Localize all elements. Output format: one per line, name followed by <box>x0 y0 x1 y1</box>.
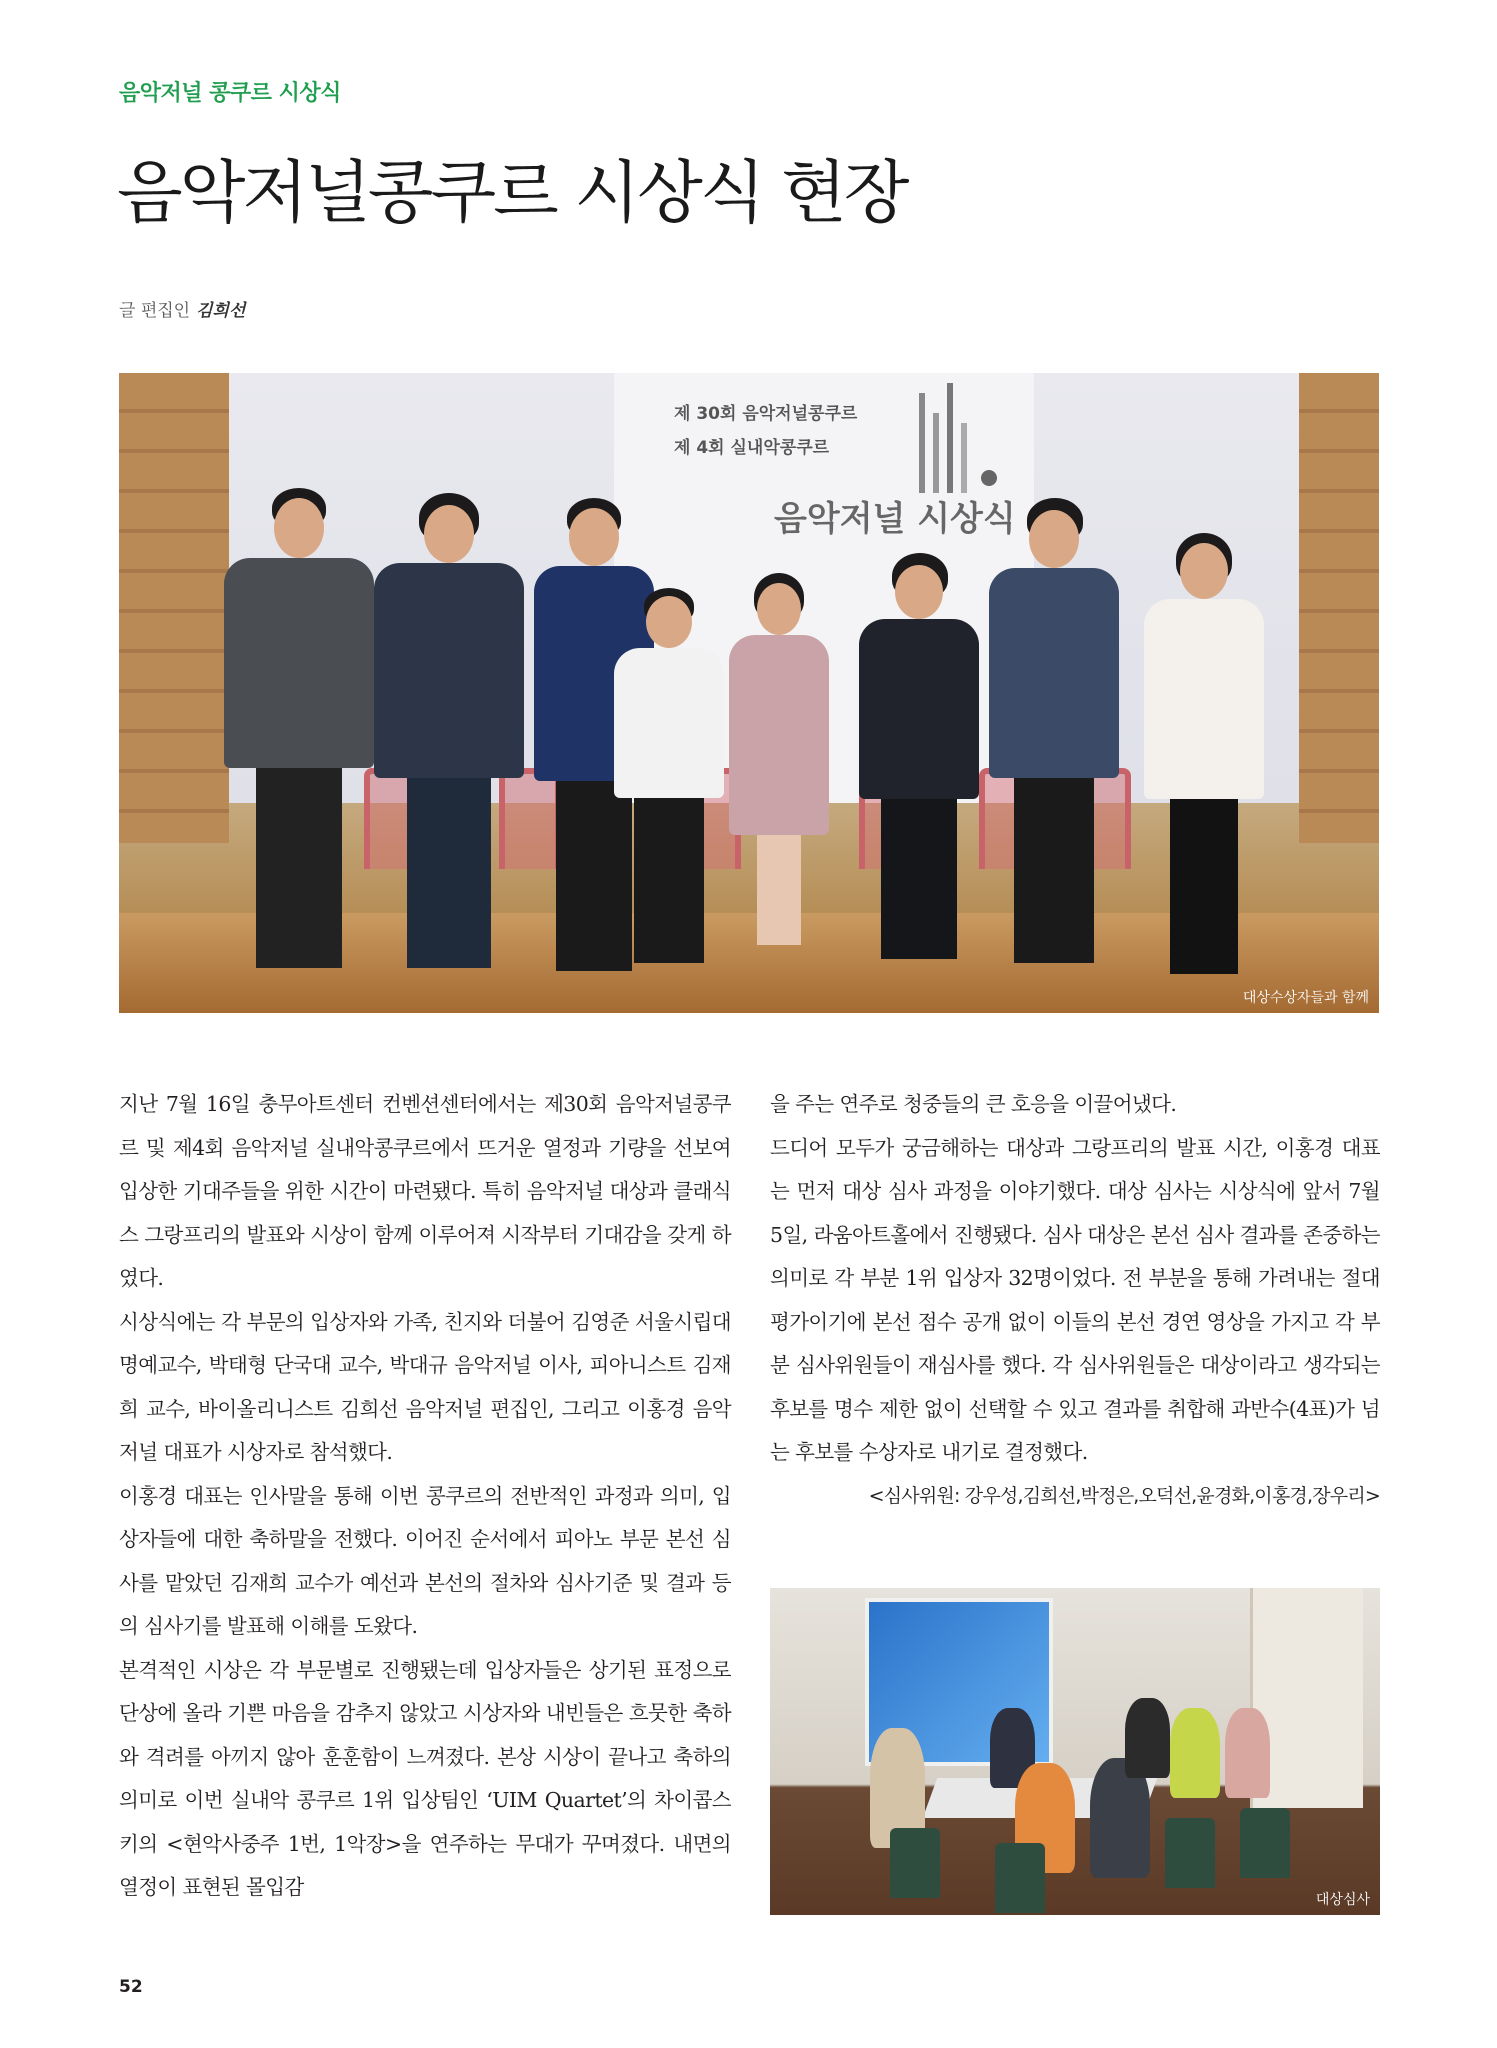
paragraph: 을 주는 연주로 청중들의 큰 호응을 이끌어냈다. <box>770 1092 1177 1116</box>
wall-panel-right <box>1299 373 1379 843</box>
screen-line-1: 제 30회 음악저널콩쿠르 <box>674 404 858 424</box>
person-8 <box>1144 533 1264 978</box>
page-title: 음악저널콩쿠르 시상식 현장 <box>117 154 907 233</box>
section-label: 음악저널 콩쿠르 시상식 <box>119 81 341 106</box>
person-4 <box>614 588 724 968</box>
person-6 <box>859 553 979 963</box>
chair <box>1165 1818 1215 1888</box>
page-number: 52 <box>119 1977 143 1997</box>
main-photo-caption: 대상수상자들과 함께 <box>1242 990 1369 1006</box>
paragraph: 시상식에는 각 부문의 입상자와 가족, 친지와 더불어 김영준 서울시립대 명예교수, 박태형 단국대 교수, 박대규 음악저널 이사, 피아니스트 김재희 교수, 바이올리니스트 김희선 음악저널 편집인, 그리고 이홍경 음악저널 대표가 시상자로 참석했다. <box>119 1309 731 1464</box>
byline-prefix: 글 편집인 <box>119 301 191 321</box>
screen-title: 음악저널 시상식 <box>774 499 1016 539</box>
seated-person <box>1170 1708 1220 1798</box>
person-5 <box>729 573 829 953</box>
paragraph: 본격적인 시상은 각 부문별로 진행됐는데 입상자들은 상기된 표정으로 단상에 올라 기쁜 마음을 감추지 않았고 시상자와 내빈들은 흐뭇한 축하와 격려를 아끼지 않아 훈훈함이 느껴졌다. 본상 시상이 끝나고 축하의 의미로 이번 실내악 콩쿠르 1위 입상팀인 ‘UIM Quartet’의 차이콥스키의 <현악사중주 1번, 1악장>을 연주하는 무대가 꾸며졌다. 내면의 열정이 표현된 몰입감 <box>119 1657 731 1899</box>
person-7 <box>989 498 1119 968</box>
main-photo <box>119 373 1379 1013</box>
byline-author: 김희선 <box>196 301 246 321</box>
wall-panel-left <box>119 373 229 843</box>
seated-person <box>1225 1708 1270 1798</box>
person-2 <box>374 493 524 973</box>
article-column-right <box>770 1083 1380 1518</box>
paragraph: 드디어 모두가 궁금해하는 대상과 그랑프리의 발표 시간, 이홍경 대표는 먼저 대상 심사 과정을 이야기했다. 대상 심사는 시상식에 앞서 7월 5일, 라움아트홀에서 진행됐다. 심사 대상은 본선 심사 결과를 존중하는 의미로 각 부분 1위 입상자 32명이었다. 전 부분을 통해 가려내는 절대평가이기에 본선 점수 공개 없이 이들의 본선 경연 영상을 가지고 각 부분 심사위원들이 재심사를 했다. 각 심사위원들은 대상이라고 생각되는 후보를 명수 제한 없이 선택할 수 있고 결과를 취합해 과반수(4표)가 넘는 후보를 수상자로 내기로 결정했다. <box>770 1135 1380 1464</box>
judging-photo-caption: 대상심사 <box>1315 1892 1370 1908</box>
chair <box>890 1828 940 1898</box>
paragraph: 지난 7월 16일 충무아트센터 컨벤션센터에서는 제30회 음악저널콩쿠르 및 제4회 음악저널 실내악콩쿠르에서 뜨거운 열정과 기량을 선보여 입상한 기대주들을 위한 시간이 마련됐다. 특히 음악저널 대상과 클래식스 그랑프리의 발표와 시상이 함께 이루어져 시작부터 기대감을 갖게 하였다. <box>119 1092 731 1290</box>
chair <box>1240 1808 1290 1878</box>
judging-photo <box>770 1588 1380 1915</box>
person-1 <box>224 488 374 978</box>
screen-line-2: 제 4회 실내악콩쿠르 <box>674 438 830 458</box>
chair <box>995 1843 1045 1913</box>
paragraph: 이홍경 대표는 인사말을 통해 이번 콩쿠르의 전반적인 과정과 의미, 입상자들에 대한 축하말을 전했다. 이어진 순서에서 피아노 부문 본선 심사를 맡았던 김재희 교수가 예선과 본선의 절차와 심사기준 및 결과 등의 심사기를 발표해 이해를 도왔다. <box>119 1483 731 1638</box>
byline <box>119 296 245 321</box>
screen-logo-bars <box>919 383 1019 503</box>
jury-list: <심사위원: 강우성,김희선,박정은,오덕선,윤경화,이홍경,장우리> <box>868 1484 1380 1507</box>
article-column-left <box>119 1083 731 1910</box>
seated-person <box>1125 1698 1170 1778</box>
